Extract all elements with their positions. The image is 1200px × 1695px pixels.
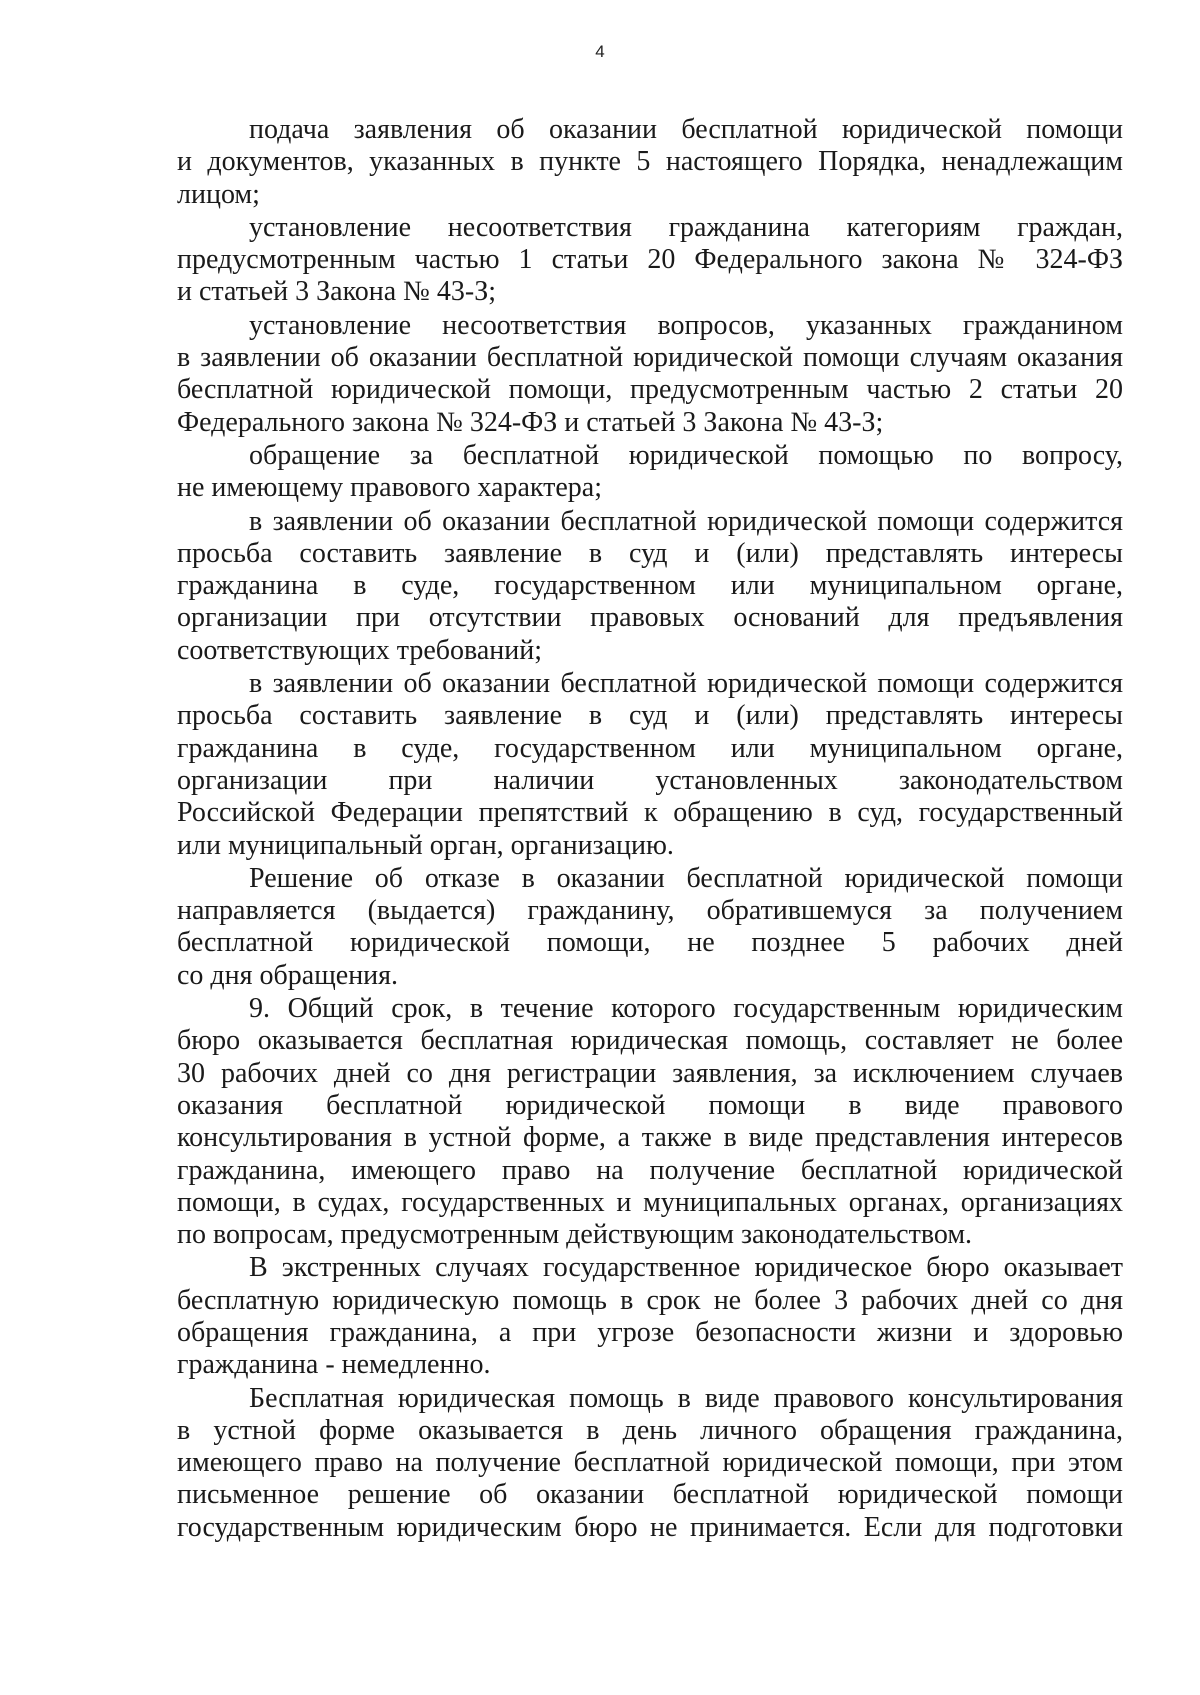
- text-line: и статьей 3 Закона № 43-З;: [177, 276, 497, 308]
- paragraph: [177, 668, 1123, 862]
- text-line: со дня обращения.: [177, 959, 399, 991]
- text-line: лицом;: [177, 178, 260, 210]
- text-line: письменное решение об оказании бесплатной юридической помощи: [177, 1479, 1123, 1511]
- text-line: в заявлении об оказании бесплатной юридической помощи случаям оказания: [177, 342, 1123, 374]
- paragraph: [177, 114, 1123, 211]
- text-line: организации при отсутствии правовых оснований для предъявления: [177, 602, 1123, 634]
- text-line: направляется (выдается) гражданину, обратившемуся за получением: [177, 895, 1123, 927]
- text-line: гражданина в суде, государственном или муниципальном органе,: [177, 732, 1123, 764]
- text-line: имеющего право на получение бесплатной юридической помощи, при этом: [177, 1447, 1123, 1479]
- paragraph: [177, 993, 1123, 1251]
- text-line: гражданина, имеющего право на получение бесплатной юридической: [177, 1154, 1123, 1186]
- text-line: подача заявления об оказании бесплатной юридической помощи: [249, 114, 1123, 145]
- text-line: в устной форме оказывается в день личного обращения гражданина,: [177, 1414, 1123, 1446]
- text-line: бесплатной юридической помощи, предусмотренным частью 2 статьи 20: [177, 374, 1123, 406]
- text-line: помощи, в судах, государственных и муниципальных органах, организациях: [177, 1186, 1123, 1218]
- text-line: Бесплатная юридическая помощь в виде правового консультирования: [249, 1382, 1123, 1414]
- text-line: 9. Общий срок, в течение которого государственным юридическим: [249, 993, 1123, 1025]
- text-line: бюро оказывается бесплатная юридическая помощь, составляет не более: [177, 1025, 1123, 1057]
- paragraph: [177, 440, 1123, 505]
- text-line: Решение об отказе в оказании бесплатной юридической помощи: [249, 862, 1123, 894]
- paragraph: [177, 1383, 1123, 1544]
- text-line: 30 рабочих дней со дня регистрации заявления, за исключением случаев: [177, 1057, 1123, 1089]
- text-line: не имеющему правового характера;: [177, 472, 603, 504]
- paragraph: [177, 506, 1123, 667]
- text-line: государственным юридическим бюро не принимается. Если для подготовки: [177, 1511, 1123, 1543]
- page-number: 4: [595, 42, 605, 61]
- text-line: обращения гражданина, а при угрозе безопасности жизни и здоровью: [177, 1316, 1123, 1348]
- text-line: Российской Федерации препятствий к обращению в суд, государственный: [177, 797, 1123, 829]
- text-line: гражданина в суде, государственном или муниципальном органе,: [177, 570, 1123, 602]
- text-line: и документов, указанных в пункте 5 настоящего Порядка, ненадлежащим: [177, 146, 1123, 178]
- text-line: предусмотренным частью 1 статьи 20 Федерального закона № 324-ФЗ: [177, 244, 1123, 276]
- paragraph: [177, 310, 1123, 439]
- text-line: просьба составить заявление в суд и (или) представлять интересы: [177, 537, 1123, 569]
- text-line: по вопросам, предусмотренным действующим законодательством.: [177, 1219, 973, 1251]
- document-body: [177, 114, 1123, 1544]
- text-line: установление несоответствия гражданина категориям граждан,: [249, 211, 1123, 243]
- text-line: обращение за бесплатной юридической помощью по вопросу,: [249, 439, 1123, 471]
- text-line: в заявлении об оказании бесплатной юридической помощи содержится: [249, 505, 1123, 537]
- text-line: бесплатную юридическую помощь в срок не более 3 рабочих дней со дня: [177, 1284, 1123, 1316]
- text-line: консультирования в устной форме, а также в виде представления интересов: [177, 1122, 1123, 1154]
- paragraph: [177, 212, 1123, 309]
- text-line: бесплатной юридической помощи, не позднее 5 рабочих дней: [177, 927, 1123, 959]
- paragraph: [177, 1252, 1123, 1381]
- text-line: или муниципальный орган, организацию.: [177, 829, 674, 861]
- text-line: в заявлении об оказании бесплатной юридической помощи содержится: [249, 668, 1123, 700]
- text-line: гражданина - немедленно.: [177, 1349, 491, 1381]
- text-line: В экстренных случаях государственное юридическое бюро оказывает: [249, 1252, 1123, 1284]
- text-line: Федерального закона № 324-ФЗ и статьей 3 Закона № 43-З;: [177, 406, 884, 438]
- text-line: соответствующих требований;: [177, 634, 543, 666]
- paragraph: [177, 863, 1123, 992]
- text-line: установление несоответствия вопросов, указанных гражданином: [249, 309, 1123, 341]
- text-line: просьба составить заявление в суд и (или) представлять интересы: [177, 700, 1123, 732]
- text-line: организации при наличии установленных законодательством: [177, 764, 1123, 796]
- text-line: оказания бесплатной юридической помощи в виде правового: [177, 1089, 1123, 1121]
